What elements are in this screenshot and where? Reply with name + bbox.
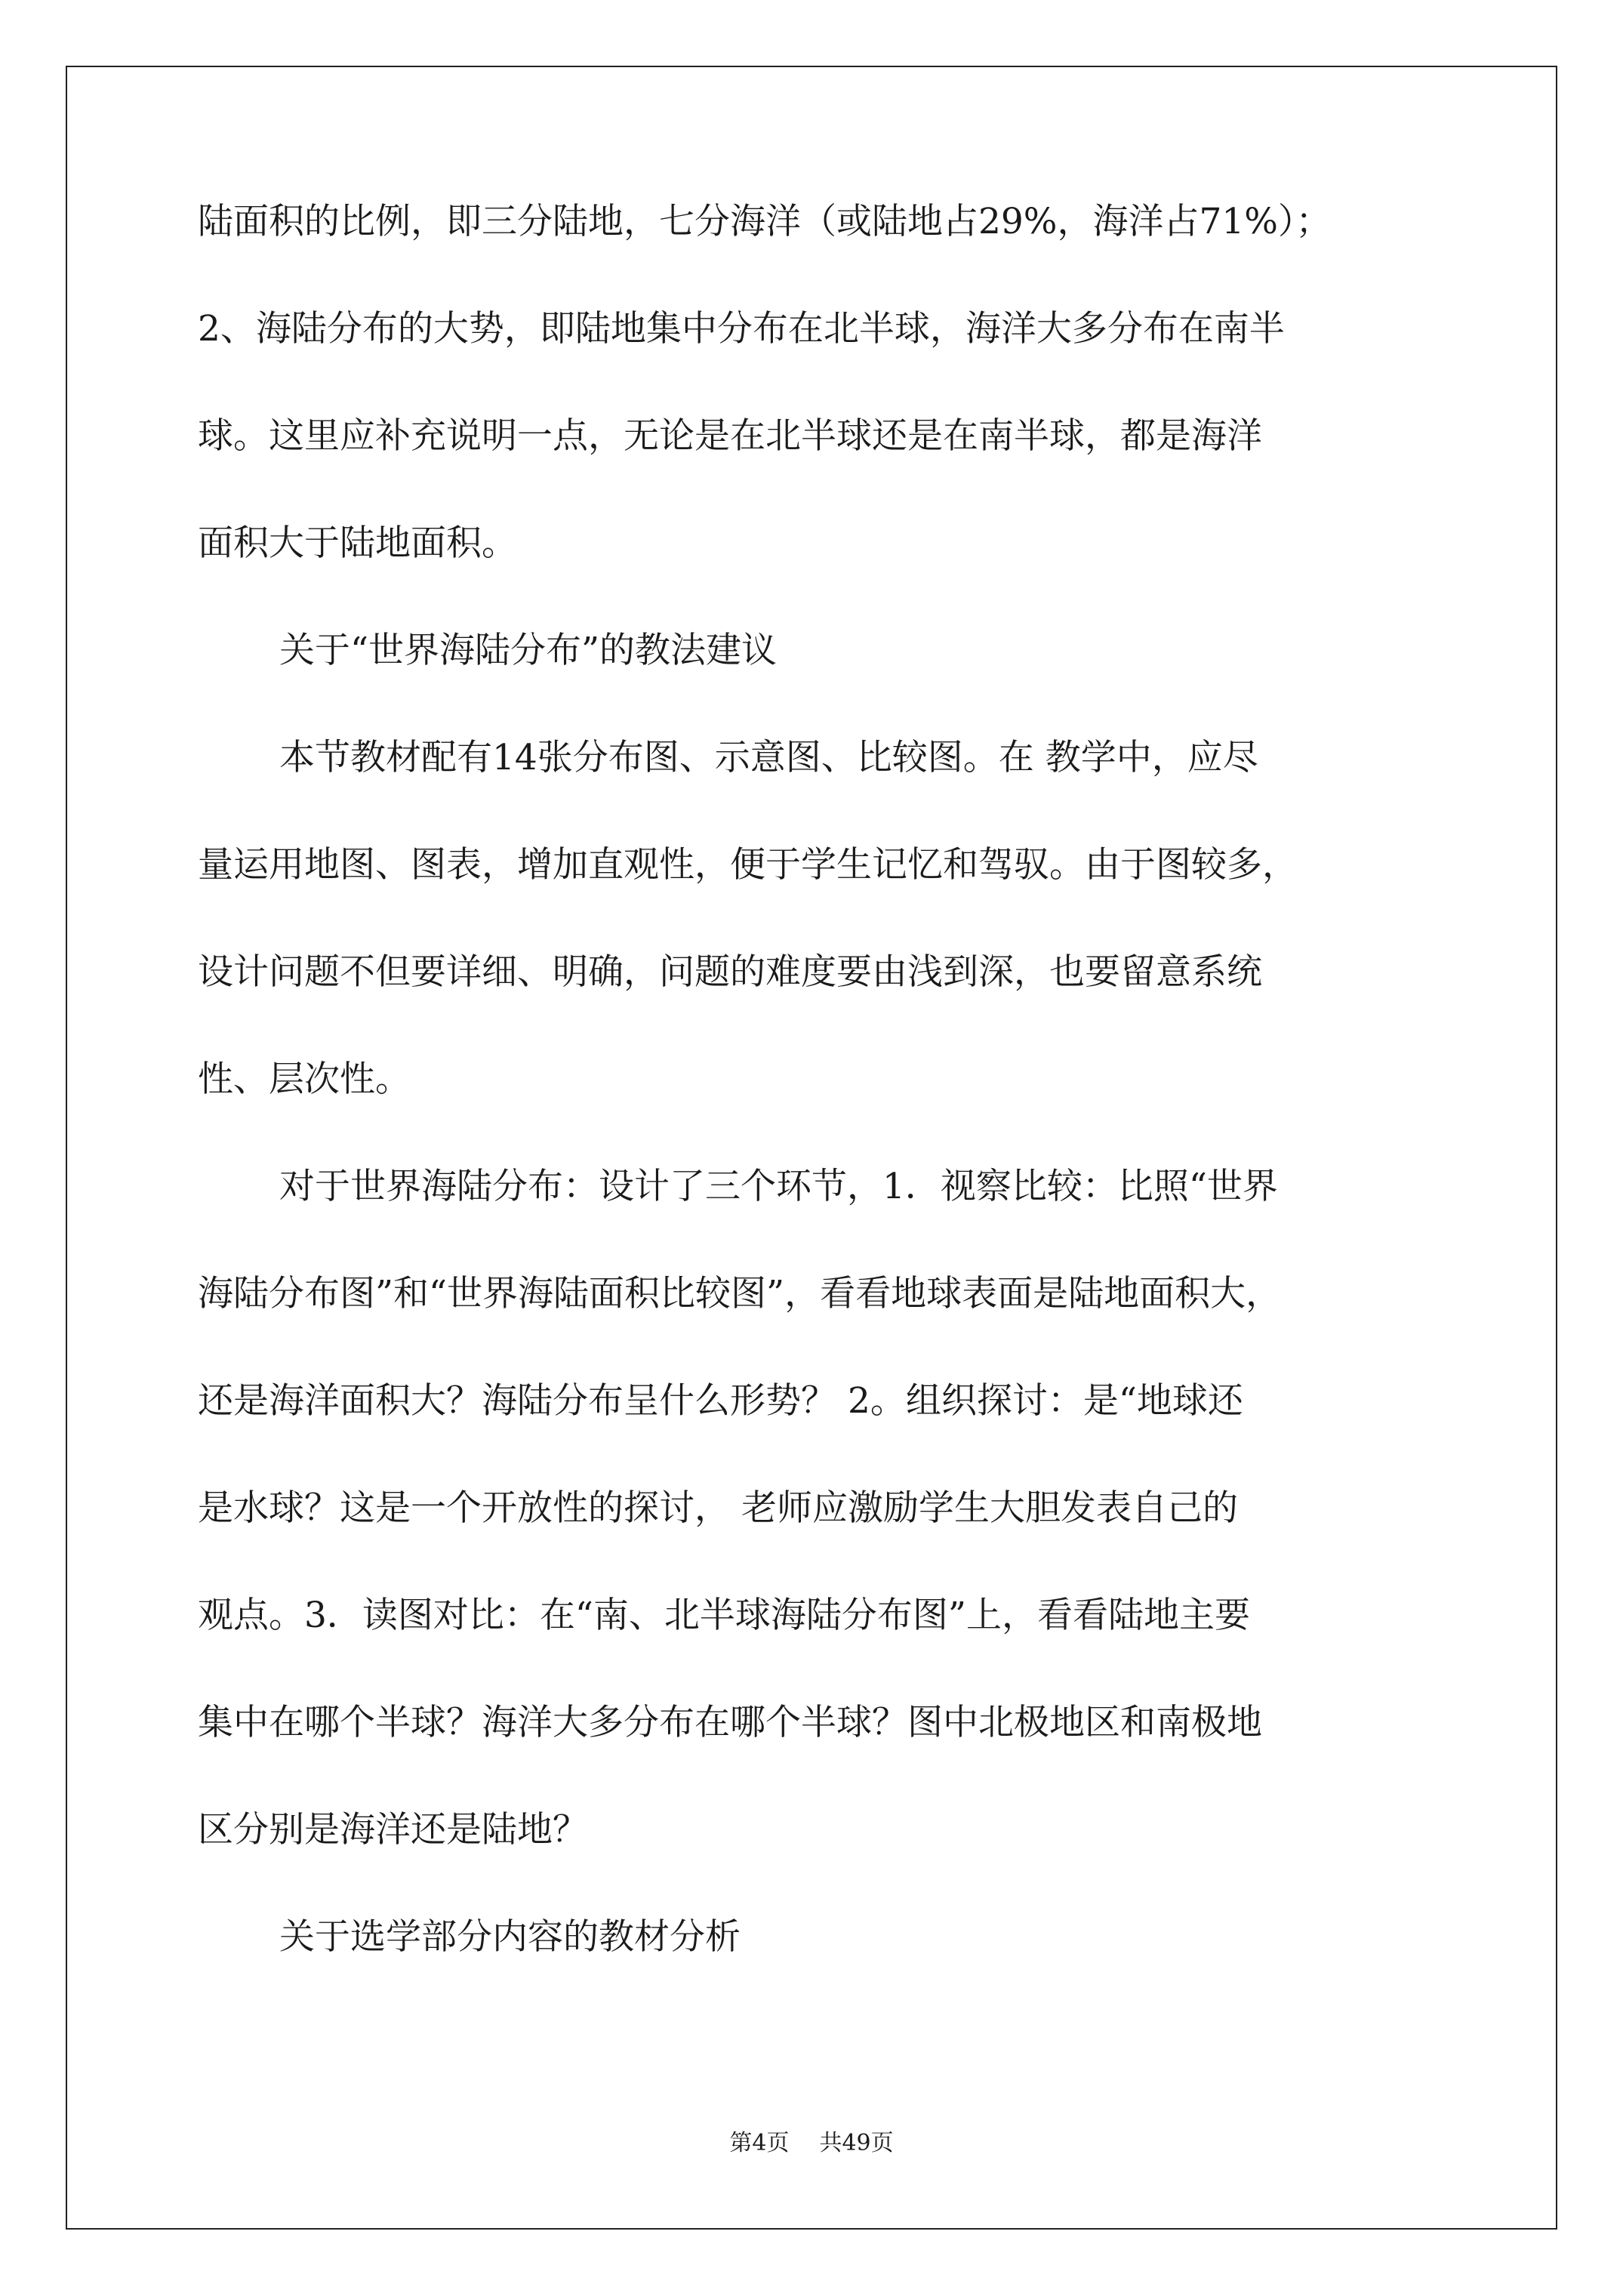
- text-line: 性、层次性。: [198, 1059, 411, 1100]
- text-line: 区分别是海洋还是陆地？: [198, 1809, 588, 1851]
- page-number: 第4页: [729, 2130, 790, 2156]
- text-line: 面积大于陆地面积。: [198, 522, 517, 564]
- text-line: 2、海陆分布的大势，即陆地集中分布在北半球，海洋大多分布在南半: [198, 308, 1285, 350]
- page-total: 共49页: [819, 2130, 894, 2156]
- text-line: 设计问题不但要详细、明确，问题的难度要由浅到深，也要留意系统: [198, 951, 1262, 993]
- text-line: 还是海洋面积大？海陆分布呈什么形势？ 2。组织探讨：是“地球还: [198, 1380, 1243, 1422]
- text-line: 球。这里应补充说明一点，无论是在北半球还是在南半球，都是海洋: [198, 415, 1262, 457]
- document-body: [198, 201, 1458, 2026]
- text-line: 是水球？这是一个开放性的探讨， 老师应激励学生大胆发表自己的: [198, 1487, 1238, 1529]
- text-line: 陆面积的比例，即三分陆地，七分海洋（或陆地占29%，海洋占71%）；: [198, 201, 1332, 242]
- section-heading: 关于“世界海陆分布”的教法建议: [279, 630, 778, 671]
- page-footer: [0, 2131, 1623, 2156]
- text-line: 集中在哪个半球？海洋大多分布在哪个半球？图中北极地区和南极地: [198, 1702, 1262, 1743]
- section-heading: 关于选学部分内容的教材分析: [279, 1916, 741, 1958]
- text-line: 观点。3．读图对比：在“南、北半球海陆分布图”上，看看陆地主要: [198, 1595, 1250, 1636]
- text-line: 本节教材配有14张分布图、示意图、比较图。在 教学中，应尽: [279, 737, 1258, 778]
- text-line: 对于世界海陆分布：设计了三个环节，1．视察比较：比照“世界: [279, 1166, 1278, 1207]
- text-line: 量运用地图、图表，增加直观性，便于学生记忆和驾驭。由于图较多，: [198, 844, 1298, 886]
- text-line: 海陆分布图”和“世界海陆面积比较图”，看看地球表面是陆地面积大，: [198, 1273, 1282, 1314]
